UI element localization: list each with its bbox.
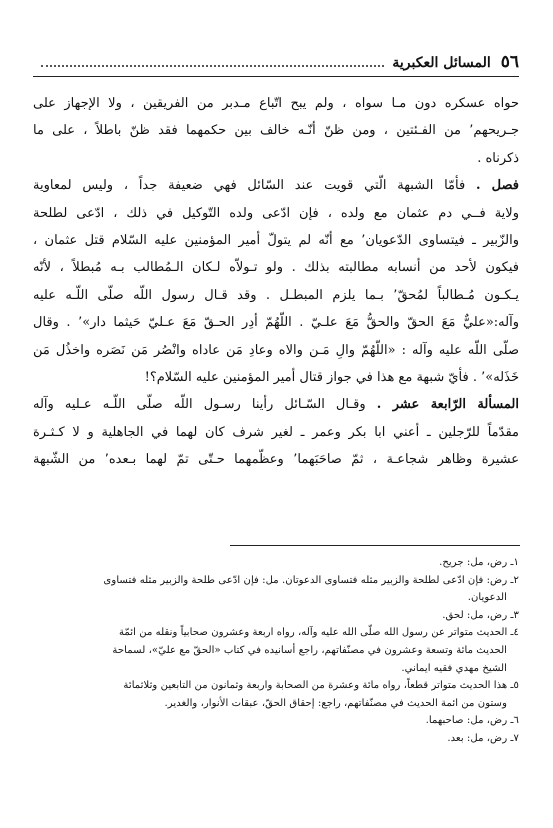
footnote-line: الشيخ مهدي فقيه ايماني.	[401, 662, 507, 674]
text-line: مقدّماً للرّجلين ـ أعني ابا بكر وعمر ـ لغير شرف كان لهما في الجاهلية و لا كـثـرة	[33, 424, 519, 440]
footnote-line: وستون من ائمة الحديث في مصنّفاتهم، راجع: إحقاق الحقّ، عبقات الأنوار، والغدير.	[164, 697, 507, 709]
footnote-line: ٢ـ رض: فإن ادّعى لطلحة والزبير مثله فتساوى الدعوتان. مل: فإن ادّعى طلحة والزبير مثله فتساوى	[103, 574, 519, 586]
section-label-masala: المسألة الرّابعة عشر .	[376, 397, 519, 413]
fasl-first-line	[33, 172, 519, 199]
masala-first-line	[33, 391, 519, 418]
text-line: ولاية فــي دم عثمان مع ولده ، فإن ادّعى ولده التّوكيل في ذلك ، ادّعى لطلحة	[33, 205, 519, 221]
text-line: يـكـون مُـطالباً لمُحقّ٬ بـما يلزم المبطـل . وقد قـال رسول اللّه صلّى اللّـه عليه	[33, 287, 519, 303]
main-text	[33, 90, 519, 474]
footnote-line: الدعويان.	[467, 592, 507, 604]
text-line: جـريحهم٬ من الفـئتين ، ومن ظنّ أنّـه خالف بين حكمهما فقد ظنّ باطلاً ، على ما	[33, 123, 519, 139]
text-line: والزّبير ـ فيتساوى الدّعويان٬ مع أنّه لم يتولّ أمير المؤمنين عليه السّلام قتل عثمان ،	[33, 233, 519, 249]
footnote-line: ٧ـ رض، مل: بعد.	[447, 732, 519, 744]
footnote-line: الحديث مائة وتسعة وعشرون في مصنّفاتهم، راجع أسانيده في كتاب «الحقّ مع عليّ»، لسماحة	[112, 644, 507, 656]
page-number: ٥٦	[500, 52, 519, 72]
footnote-line: ٥ـ هذا الحديث متواتر قطعاً، رواه مائة وعشرة من الصحابة واربعة وثمانون من التابعين وثلاثمائة	[123, 680, 519, 692]
text-line: وآله:«عليٌّ مَعَ الحقّ والحقُّ مَعَ علـيّ . اللّهُمّ أدِر الحـقّ مَعَ عـليّ حَيثما دار»٬ . وقال	[33, 315, 520, 331]
footnotes	[33, 554, 519, 748]
footnote-separator	[230, 545, 520, 546]
text-line: خَذَله»٬ . فأيّ شبهة مع هذا في جواز قتال أمير المؤمنين عليه السّلام؟!	[144, 370, 519, 386]
text-line: وقـال السّـائل رأينا رسـول اللّه صلّى اللّـه عـليه وآله	[33, 397, 366, 413]
text-line: صلّى اللّه عليه وآله : «اللّهُمّ والِ مَـن والاه وعادِ مَن عاداه وانْصُر مَن نَصَره واخذُل مَن	[33, 342, 519, 358]
footnote-line: ٣ـ رض، مل: لحق.	[442, 609, 519, 621]
text-line: فيكون لأحد من أنسابه مطالبته بذلك . ولو تـولاّه لـكان الـمُطالب بـه مُبطلاً ، لأنّه	[33, 260, 519, 276]
text-line: حواه عسكره دون مـا سواه ، ولم يبح اتّباع مـدبر من الفريقين ، ولا الإجهاز على	[33, 96, 519, 111]
header-leader-dots	[41, 65, 384, 67]
footnote-line: ١ـ رض، مل: جريح.	[439, 557, 519, 568]
section-label-fasl: فصل .	[475, 178, 519, 194]
text-line: فأمّا الشبهة الّتي قويت عند السّائل فهي ضعيفة جداً ، وليس لمعاوية	[33, 178, 466, 194]
footnote-line: ٦ـ رض، مل: صاحبهما.	[425, 715, 519, 727]
text-line: عشيرة وظاهر شجاعـة ، ثمّ صاحَبَهما٬ وعظّمهما حـتّى تمّ لهما بـعده٬ من الشّبهة	[33, 452, 519, 468]
page-header	[33, 52, 519, 77]
footnote-line: ٤ـ الحديث متواتر عن رسول الله صلّى الله عليه وآله، رواه اربعة وعشرون صحابياً ونقله من ائمّة	[118, 627, 519, 639]
running-title: المسائل العكبرية	[392, 55, 491, 71]
text-line: ذكرناه .	[477, 150, 519, 166]
